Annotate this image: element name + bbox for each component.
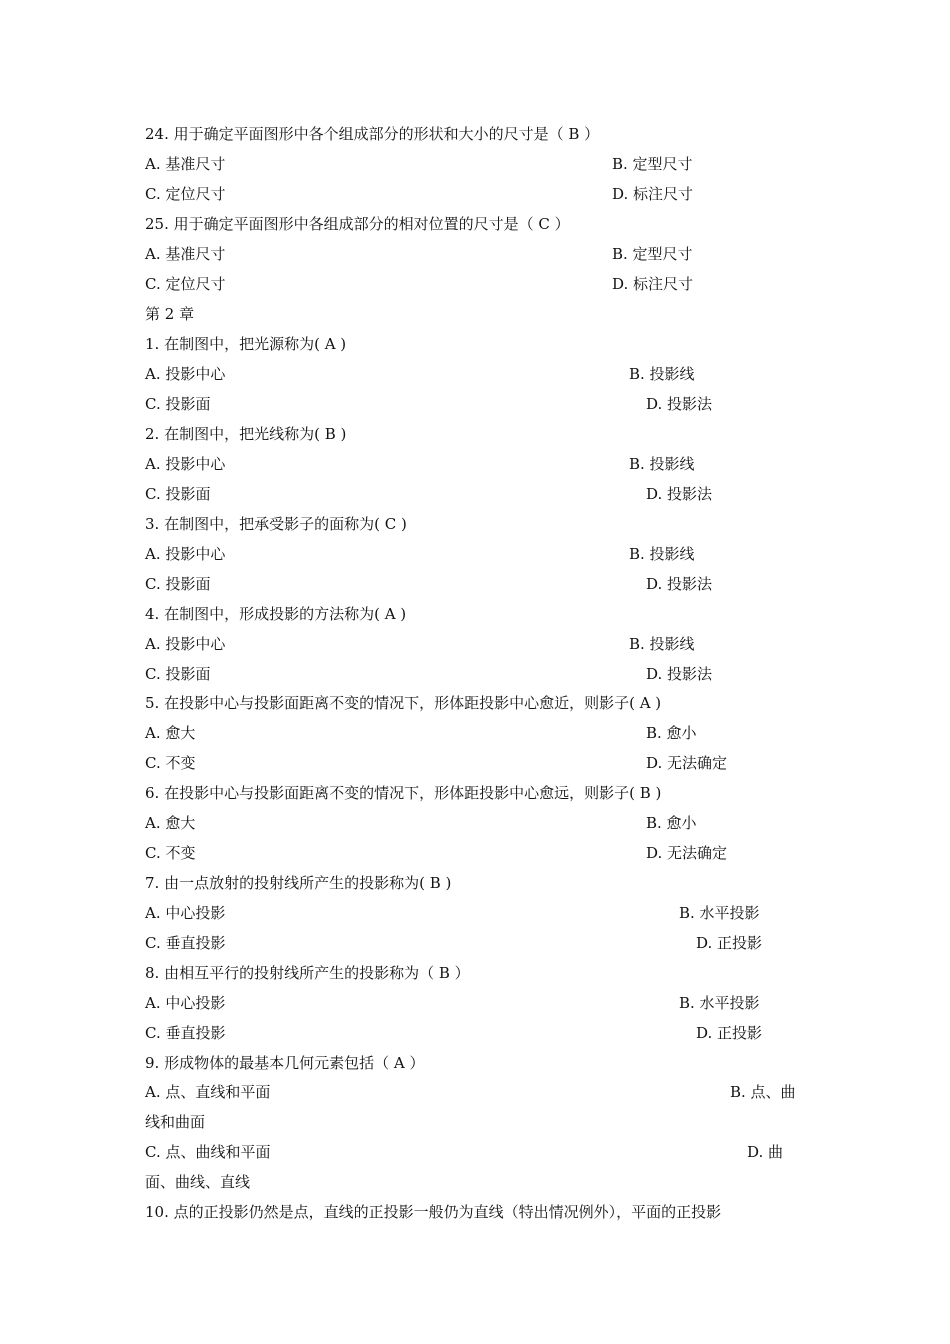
- c2-q3-option-b: B. 投影线: [629, 545, 695, 563]
- c2-question-9: 9. 形成物体的最基本几何元素包括（ A ）: [145, 1054, 425, 1072]
- c2-q6-option-a: A. 愈大: [145, 814, 196, 832]
- c2-q7-option-b: B. 水平投影: [679, 904, 760, 922]
- c2-q3-option-a: A. 投影中心: [145, 545, 226, 563]
- c2-q9-option-d-continued: 面、曲线、直线: [145, 1173, 251, 1191]
- c2-q1-option-b: B. 投影线: [629, 365, 695, 383]
- c2-q9-option-b: B. 点、曲: [730, 1083, 796, 1101]
- c2-q6-option-b: B. 愈小: [646, 814, 697, 832]
- c2-question-4: 4. 在制图中，形成投影的方法称为( A ): [145, 605, 407, 623]
- c2-question-2: 2. 在制图中，把光线称为( B ): [145, 425, 347, 443]
- c2-q1-option-d: D. 投影法: [646, 395, 713, 413]
- c2-question-5: 5. 在投影中心与投影面距离不变的情况下，形体距投影中心愈近，则影子( A ): [145, 694, 662, 712]
- c2-q9-option-a: A. 点、直线和平面: [145, 1083, 271, 1101]
- c2-q6-option-d: D. 无法确定: [646, 844, 728, 862]
- c2-q4-option-d: D. 投影法: [646, 665, 713, 683]
- q25-option-b: B. 定型尺寸: [612, 245, 693, 263]
- q24-option-a: A. 基准尺寸: [145, 155, 226, 173]
- c2-q9-option-b-continued: 线和曲面: [145, 1113, 206, 1131]
- c2-question-8: 8. 由相互平行的投射线所产生的投影称为（ B ）: [145, 964, 470, 982]
- c2-q8-option-c: C. 垂直投影: [145, 1024, 226, 1042]
- c2-q4-option-b: B. 投影线: [629, 635, 695, 653]
- c2-q2-option-b: B. 投影线: [629, 455, 695, 473]
- c2-q5-option-b: B. 愈小: [646, 724, 697, 742]
- c2-q3-option-c: C. 投影面: [145, 575, 211, 593]
- c2-q3-option-d: D. 投影法: [646, 575, 713, 593]
- c2-q5-option-d: D. 无法确定: [646, 754, 728, 772]
- c2-question-10: 10. 点的正投影仍然是点，直线的正投影一般仍为直线（特出情况例外），平面的正投影: [145, 1203, 722, 1221]
- c2-q9-option-c: C. 点、曲线和平面: [145, 1143, 271, 1161]
- question-25: 25. 用于确定平面图形中各组成部分的相对位置的尺寸是（ C ）: [145, 215, 570, 233]
- q24-option-c: C. 定位尺寸: [145, 185, 226, 203]
- q25-option-c: C. 定位尺寸: [145, 275, 226, 293]
- c2-q7-option-c: C. 垂直投影: [145, 934, 226, 952]
- c2-q2-option-d: D. 投影法: [646, 485, 713, 503]
- c2-q9-option-d: D. 曲: [747, 1143, 784, 1161]
- c2-q6-option-c: C. 不变: [145, 844, 196, 862]
- c2-question-3: 3. 在制图中，把承受影子的面称为( C ): [145, 515, 407, 533]
- c2-question-1: 1. 在制图中，把光源称为( A ): [145, 335, 347, 353]
- c2-q1-option-a: A. 投影中心: [145, 365, 226, 383]
- q25-option-a: A. 基准尺寸: [145, 245, 226, 263]
- q25-option-d: D. 标注尺寸: [612, 275, 694, 293]
- c2-q2-option-a: A. 投影中心: [145, 455, 226, 473]
- q24-option-b: B. 定型尺寸: [612, 155, 693, 173]
- c2-q1-option-c: C. 投影面: [145, 395, 211, 413]
- c2-question-7: 7. 由一点放射的投射线所产生的投影称为( B ): [145, 874, 452, 892]
- c2-q4-option-c: C. 投影面: [145, 665, 211, 683]
- c2-q8-option-d: D. 正投影: [696, 1024, 763, 1042]
- question-24: 24. 用于确定平面图形中各个组成部分的形状和大小的尺寸是（ B ）: [145, 125, 600, 143]
- c2-q4-option-a: A. 投影中心: [145, 635, 226, 653]
- q24-option-d: D. 标注尺寸: [612, 185, 694, 203]
- c2-q8-option-b: B. 水平投影: [679, 994, 760, 1012]
- c2-question-6: 6. 在投影中心与投影面距离不变的情况下，形体距投影中心愈远，则影子( B ): [145, 784, 662, 802]
- c2-q7-option-a: A. 中心投影: [145, 904, 226, 922]
- c2-q8-option-a: A. 中心投影: [145, 994, 226, 1012]
- c2-q5-option-c: C. 不变: [145, 754, 196, 772]
- c2-q5-option-a: A. 愈大: [145, 724, 196, 742]
- chapter-heading: 第 2 章: [145, 305, 195, 323]
- c2-q2-option-c: C. 投影面: [145, 485, 211, 503]
- c2-q7-option-d: D. 正投影: [696, 934, 763, 952]
